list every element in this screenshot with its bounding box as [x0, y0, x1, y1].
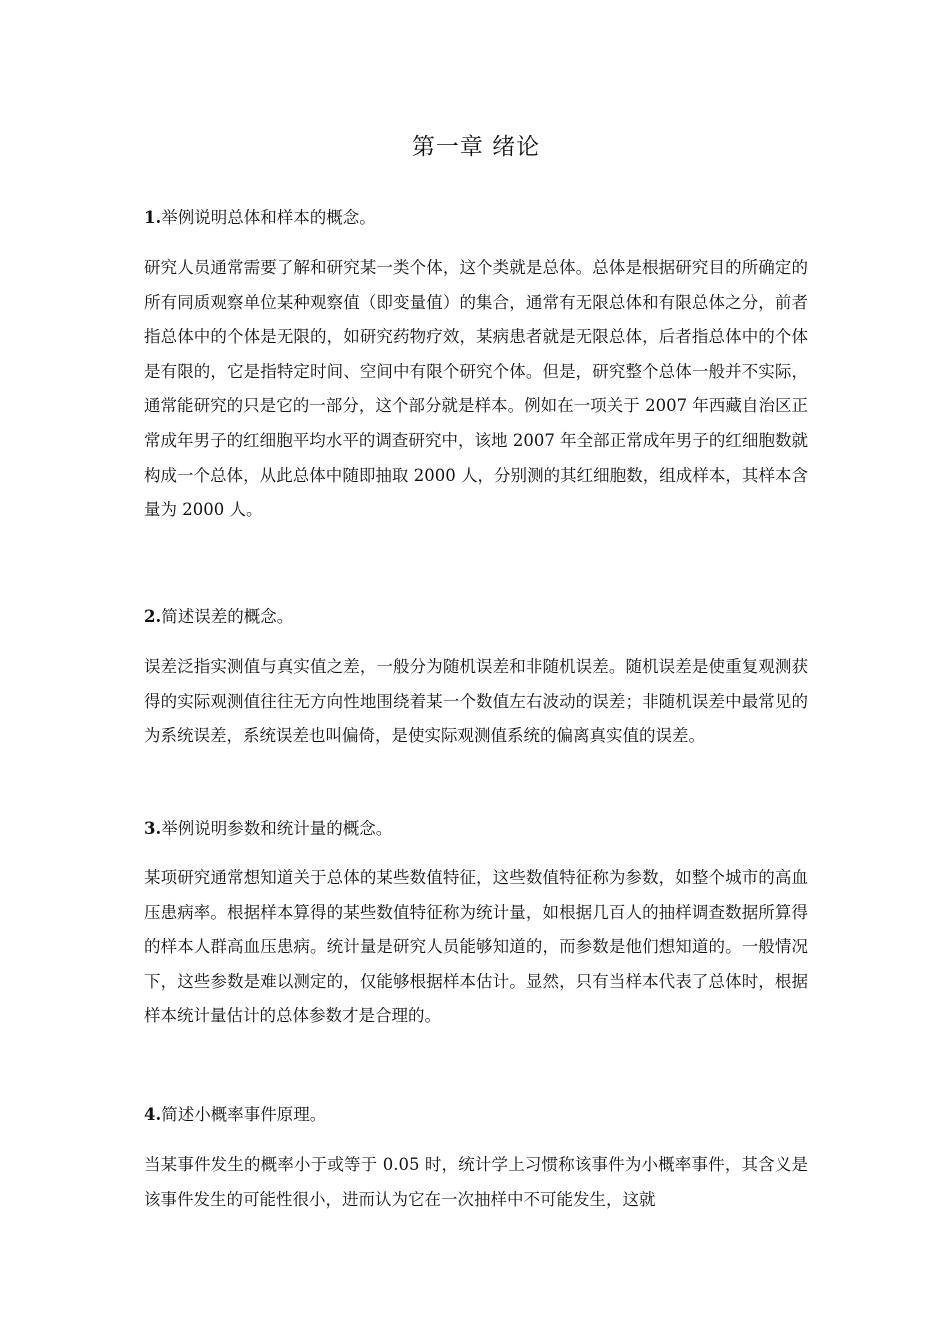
question-1	[144, 204, 808, 232]
question-text: 举例说明参数和统计量的概念。	[161, 819, 393, 838]
answer-4: 当某事件发生的概率小于或等于 0.05 时，统计学上习惯称该事件为小概率事件，其含义是该事件发生的可能性很小，进而认为它在一次抽样中不可能发生，这就	[144, 1155, 808, 1209]
answer-3: 某项研究通常想知道关于总体的某些数值特征，这些数值特征称为参数，如整个城市的高血压患病率。根据样本算得的某些数值特征称为统计量，如根据几百人的抽样调查数据所算得的样本人群高血压患病。统计量是研究人员能够知道的，而参数是他们想知道的。一般情况下，这些参数是难以测定的，仅能够根据样本估计。显然，只有当样本代表了总体时，根据样本统计量估计的总体参数才是合理的。	[144, 868, 808, 1026]
question-text: 简述误差的概念。	[161, 607, 294, 626]
question-number: 2.	[144, 607, 162, 626]
question-4	[144, 1101, 808, 1129]
chapter-title: 第一章 绪论	[411, 134, 541, 160]
question-text: 举例说明总体和样本的概念。	[161, 208, 376, 227]
answer-1: 研究人员通常需要了解和研究某一类个体，这个类就是总体。总体是根据研究目的所确定的所有同质观察单位某种观察值（即变量值）的集合，通常有无限总体和有限总体之分，前者指总体中的个体是无限的，如研究药物疗效，某病患者就是无限总体，后者指总体中的个体是有限的，它是指特定时间、空间中有限个研究个体。但是，研究整个总体一般并不实际，通常能研究的只是它的一部分，这个部分就是样本。例如在一项关于 2007 年西藏自治区正常成年男子的红细胞平均水平的调查研究中，该地 2007 年全部正常成年男子的红细胞数就构成一个总体，从此总体中随即抽取 2000 人，分别测的其红细胞数，组成样本，其样本含量为 2000 人。	[144, 258, 808, 520]
question-number: 3.	[144, 819, 162, 838]
question-3	[144, 815, 808, 843]
answer-2: 误差泛指实测值与真实值之差，一般分为随机误差和非随机误差。随机误差是使重复观测获得的实际观测值往往无方向性地围绕着某一个数值左右波动的误差；非随机误差中最常见的为系统误差，系统误差也叫偏倚，是使实际观测值系统的偏离真实值的误差。	[144, 657, 808, 746]
question-2	[144, 603, 808, 631]
question-number: 4.	[144, 1105, 162, 1124]
question-number: 1.	[144, 208, 162, 227]
question-text: 简述小概率事件原理。	[161, 1105, 327, 1124]
